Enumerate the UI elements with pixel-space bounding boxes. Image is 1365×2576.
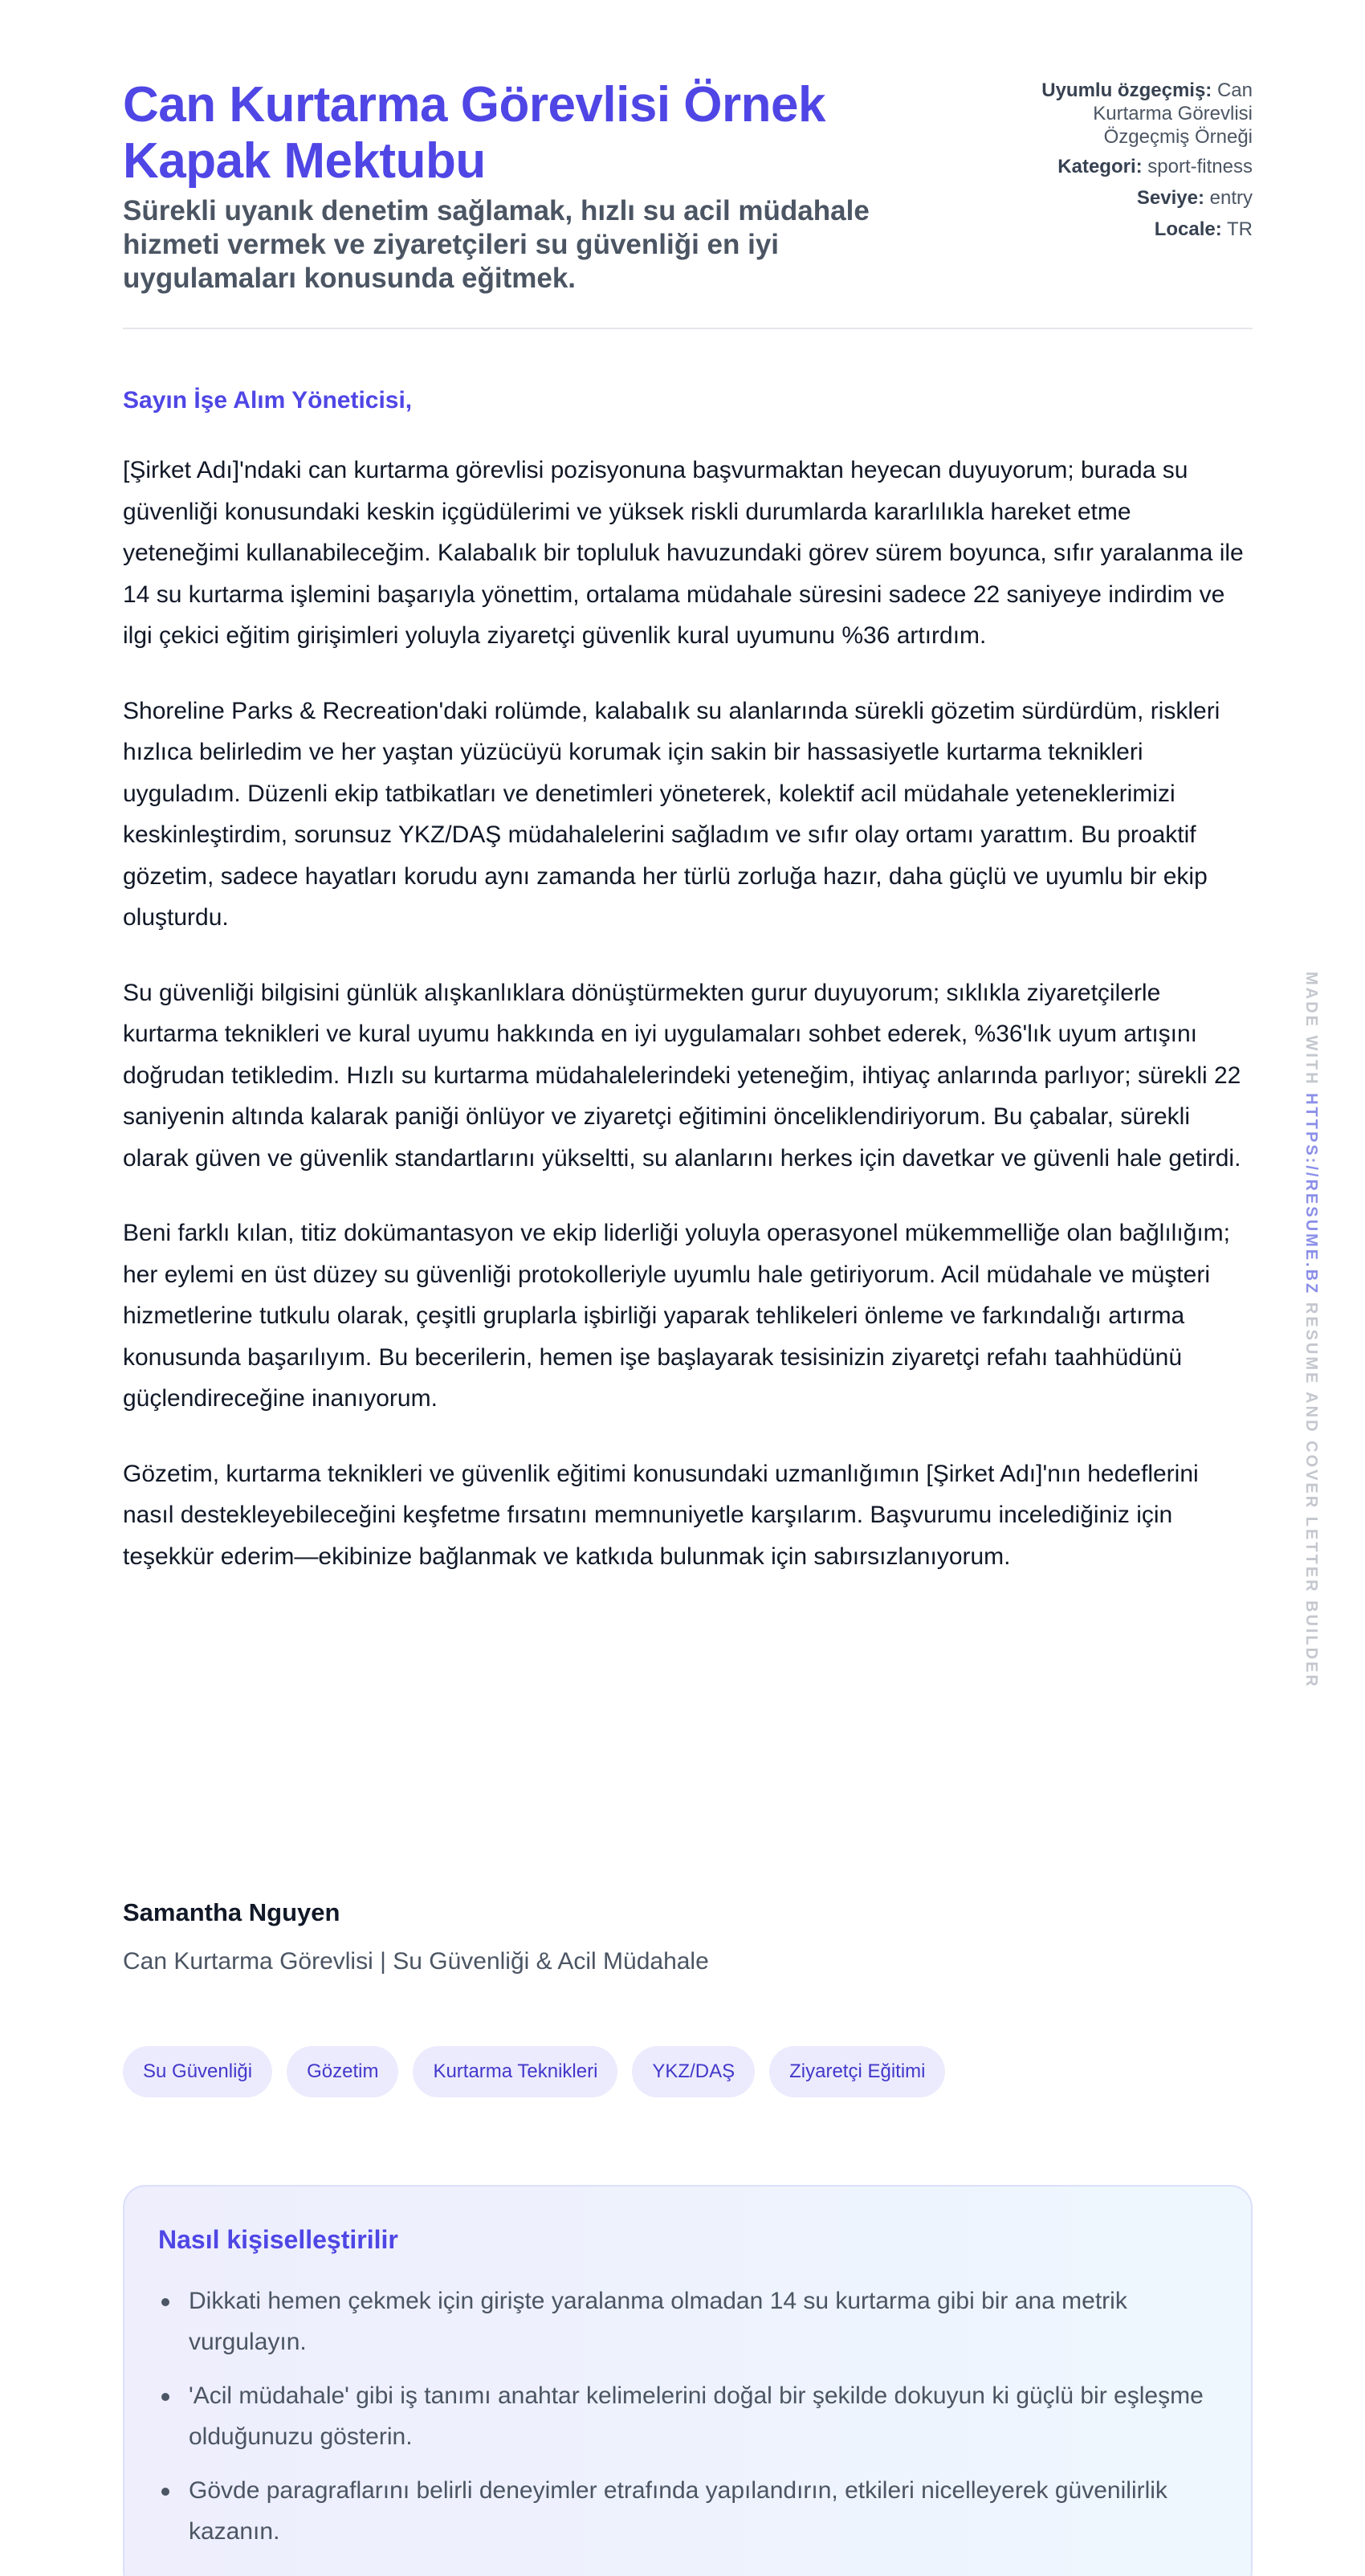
signature-block — [123, 1898, 709, 1975]
skill-tags — [123, 2046, 945, 2097]
meta-level-label: Seviye: — [1136, 187, 1204, 209]
header-titles — [123, 77, 958, 296]
meta-resume — [1012, 79, 1253, 149]
header — [123, 77, 1253, 296]
header-divider — [123, 328, 1253, 329]
meta-level-value: entry — [1209, 187, 1253, 209]
watermark-link[interactable]: HTTPS://RESUME.BZ — [1302, 1093, 1320, 1296]
salutation: Sayın İşe Alım Yöneticisi, — [123, 387, 413, 414]
letter-body — [123, 450, 1253, 1611]
meta-locale-value: TR — [1227, 218, 1253, 240]
skill-tag: Ziyaretçi Eğitimi — [769, 2046, 945, 2097]
letter-paragraph: Shoreline Parks & Recreation'daki rolümde, kalabalık su alanlarında sürekli gözetim sürdürdüm, riskleri hızlıca belirledim ve her yaştan yüzücüyü korumak için sakin bir hassasiyetle kurtarma teknikleri uyguladım. Düzenli ekip tatbikatları ve denetimleri yöneterek, kolektif acil müdahale yeteneklerimizi keskinleştirdim, sorunsuz YKZ/DAŞ müdahalelerini sağladım ve sıfır olay ortamı yarattım. Bu proaktif gözetim, sadece hayatları korudu aynı zamanda her türlü zorluğa hazır, daha güçlü ve uyumlu bir ekip oluşturdu. — [123, 697, 1220, 931]
skill-tag: YKZ/DAŞ — [632, 2046, 755, 2097]
letter-paragraph: Su güvenliği bilgisini günlük alışkanlıklara dönüştürmekten gurur duyuyorum; sıklıkla ziyaretçilerle kurtarma teknikleri ve kural uyumu hakkında en iyi uygulamaları sohbet ederek, %36'lık uyum artışını doğrudan tetikledim. Hızlı su kurtarma müdahalelerindeki yeteneğim, ihtiyaç anlarında parlıyor; sürekli 22 saniyenin altında kalarak paniği önlüyor ve ziyaretçi eğitimini önceliklendiriyorum. Bu çabalar, sürekli olarak güven ve güvenlik standartlarını yükseltti, su alanlarını herkes için davetkar ve güvenli hale getirdi. — [123, 979, 1241, 1172]
letter-paragraph: Beni farklı kılan, titiz dokümantasyon ve ekip liderliği yoluyla operasyonel mükemmelliğe olan bağlılığım; her eylemi en üst düzey su güvenliği protokolleriyle uyumlu hale getiriyorum. Acil müdahale ve müşteri hizmetlerine tutkulu olarak, çeşitli gruplarla işbirliği yaparak tehlikeleri önleme ve farkındalığı artırma konusunda başarılıyım. Bu becerilerin, hemen işe başlayarak tesisinizin ziyaretçi refahı taahhüdünü güçlendireceğine inanıyorum. — [123, 1220, 1231, 1412]
tip-item: 'Acil müdahale' gibi iş tanımı anahtar kelimelerini doğal bir şekilde dokuyun ki güçlü bir eşleşme olduğunuzu gösterin. — [189, 2375, 1217, 2457]
meta-category-label: Kategori: — [1057, 156, 1143, 177]
customization-tips — [123, 2185, 1253, 2576]
tip-item: Gövde paragraflarını belirli deneyimler etrafında yapılandırın, etkileri nicelleyerek güvenilirlik kazanın. — [189, 2470, 1217, 2552]
watermark-suffix: RESUME AND COVER LETTER BUILDER — [1302, 1302, 1320, 1689]
letter-paragraph: Gözetim, kurtarma teknikleri ve güvenlik eğitimi konusundaki uzmanlığımın [Şirket Adı]'nın hedeflerini nasıl destekleyebileceğini keşfetme fırsatını memnuniyetle karşılarım. Başvurumu incelediğiniz için teşekkür ederim—ekibinize bağlanmak ve katkıda bulunmak için sabırsızlanıyorum. — [123, 1460, 1199, 1570]
meta-panel — [1012, 79, 1253, 249]
letter-paragraph: [Şirket Adı]'ndaki can kurtarma görevlisi pozisyonuna başvurmaktan heyecan duyuyorum; burada su güvenliği konusundaki keskin içgüdülerimi ve yüksek riskli durumlarda kararlılıkla hareket etme yeteneğimi kullanabileceğim. Kalabalık bir topluluk havuzundaki görev sürem boyunca, sıfır yaralanma ile 14 su kurtarma işlemini başarıyla yönettim, ortalama müdahale süresini sadece 22 saniyeye indirdim ve ilgi çekici eğitim girişimleri yoluyla ziyaretçi güvenlik kural uyumunu %36 artırdım. — [123, 457, 1244, 649]
signature-role: Can Kurtarma Görevlisi | Su Güvenliği & Acil Müdahale — [123, 1948, 709, 1975]
watermark — [1301, 972, 1325, 1689]
skill-tag: Kurtarma Teknikleri — [413, 2046, 617, 2097]
meta-category-value: sport-fitness — [1147, 156, 1253, 177]
watermark-text — [1299, 972, 1323, 1689]
meta-locale — [1012, 218, 1253, 241]
meta-resume-value[interactable]: Can Kurtarma Görevlisi Özgeçmiş Örneği — [1093, 79, 1253, 148]
tips-title: Nasıl kişiselleştirilir — [158, 2225, 398, 2254]
tips-list — [158, 2280, 1217, 2552]
meta-level — [1012, 186, 1253, 210]
cover-letter-page — [123, 77, 1253, 2545]
skill-tag: Su Güvenliği — [123, 2046, 272, 2097]
meta-locale-label: Locale: — [1154, 218, 1222, 240]
page-title: Can Kurtarma Görevlisi Örnek Kapak Mektubu — [123, 77, 825, 189]
watermark-prefix: MADE WITH — [1302, 972, 1320, 1086]
meta-category — [1012, 155, 1253, 178]
meta-resume-label: Uyumlu özgeçmiş: — [1041, 79, 1212, 101]
signature-name: Samantha Nguyen — [123, 1898, 340, 1926]
tip-item: Dikkati hemen çekmek için girişte yaralanma olmadan 14 su kurtarma gibi bir ana metrik vurgulayın. — [189, 2280, 1217, 2362]
skill-tag: Gözetim — [287, 2046, 398, 2097]
page-subtitle: Sürekli uyanık denetim sağlamak, hızlı su acil müdahale hizmeti vermek ve ziyaretçileri su güvenliği en iyi uygulamaları konusunda eğitmek. — [123, 195, 870, 294]
